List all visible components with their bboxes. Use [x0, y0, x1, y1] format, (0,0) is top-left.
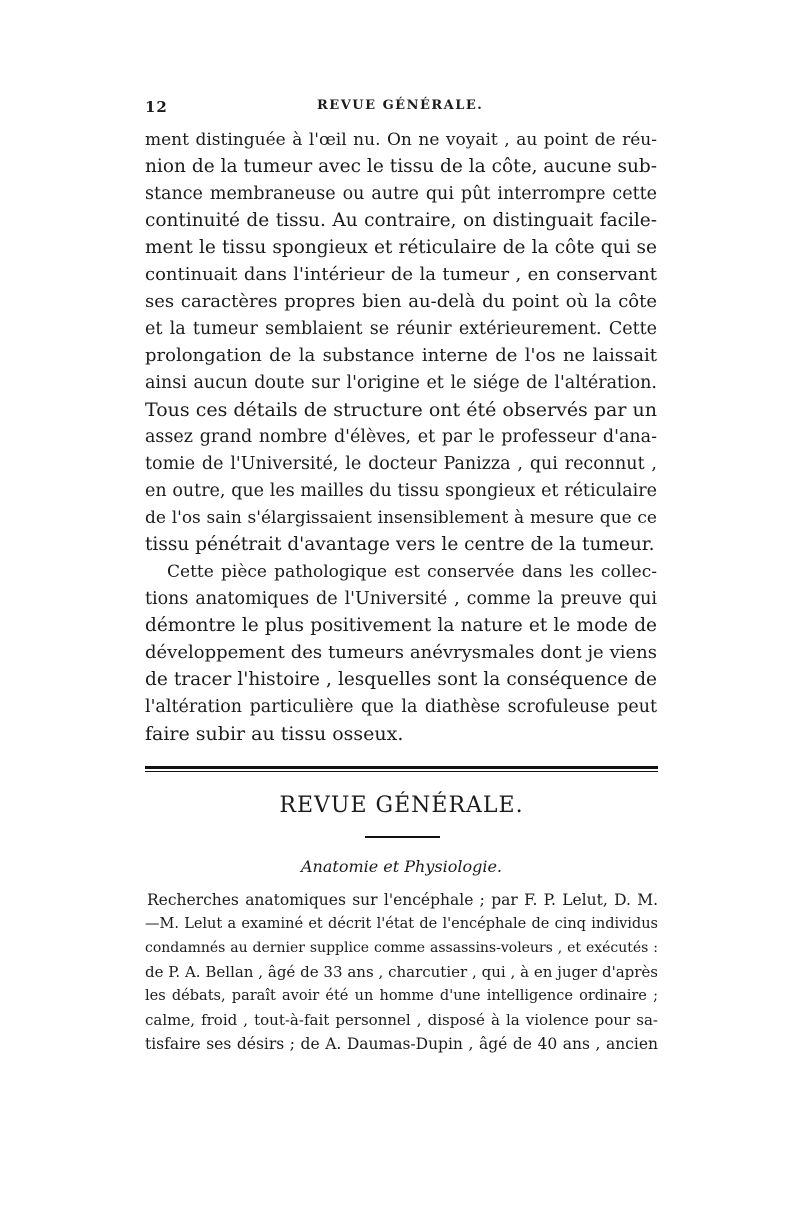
text-line: de l'os sain s'élargissaient insensiblement à mesure que ce	[145, 508, 657, 528]
text-line: Cette pièce pathologique est conservée dans les collec-	[167, 562, 657, 582]
text-line: tomie de l'Université, le docteur Panizza , qui reconnut ,	[145, 454, 657, 474]
text-line: l'altération particulière que la diathèse scrofuleuse peut	[145, 697, 657, 717]
double-rule-thick	[145, 766, 658, 769]
text-line: assez grand nombre d'élèves, et par le professeur d'ana-	[145, 427, 657, 447]
running-title: REVUE GÉNÉRALE.	[317, 98, 484, 113]
text-line: —M. Lelut a examiné et décrit l'état de l'encéphale de cinq individus	[145, 916, 658, 932]
text-line: tissu pénétrait d'avantage vers le centre de la tumeur.	[145, 534, 655, 555]
text-line: ainsi aucun doute sur l'origine et le siége de l'altération.	[145, 373, 657, 393]
text-line: continuait dans l'intérieur de la tumeur , en conservant	[145, 264, 657, 285]
text-line: tisfaire ses désirs ; de A. Daumas-Dupin , âgé de 40 ans , ancien	[145, 1035, 658, 1053]
text-line: prolongation de la substance interne de l'os ne laissait	[145, 345, 657, 366]
text-line: de P. A. Bellan , âgé de 33 ans , charcutier , qui , à en juger d'après	[145, 963, 658, 981]
text-line: condamnés au dernier supplice comme assassins-voleurs , et exécutés :	[145, 940, 658, 956]
running-head	[145, 98, 660, 122]
text-line: démontre le plus positivement la nature et le mode de	[145, 615, 657, 636]
text-line: développement des tumeurs anévrysmales dont je viens	[145, 642, 657, 663]
title-rule	[365, 836, 440, 838]
text-line: et la tumeur semblaient se réunir extérieurement. Cette	[145, 319, 657, 339]
text-line: en outre, que les mailles du tissu spongieux et réticulaire	[145, 481, 657, 501]
article-heading-line: Recherches anatomiques sur l'encéphale ; par F. P. Lelut, D. M.	[147, 891, 658, 909]
text-line: les débats, paraît avoir été un homme d'une intelligence ordinaire ;	[145, 988, 658, 1004]
text-line: de tracer l'histoire , lesquelles sont la conséquence de	[145, 669, 657, 690]
text-line: Tous ces détails de structure ont été observés par un	[145, 399, 657, 421]
text-line: faire subir au tissu osseux.	[145, 723, 404, 745]
text-line: tions anatomiques de l'Université , comme la preuve qui	[145, 589, 657, 609]
section-subheading: Anatomie et Physiologie.	[300, 857, 503, 876]
page-number: 12	[145, 98, 168, 116]
text-line: stance membraneuse ou autre qui pût interrompre cette	[145, 184, 657, 204]
text-line: ses caractères propres bien au-delà du point où la côte	[145, 291, 657, 312]
double-rule-thin	[145, 771, 658, 772]
text-line: continuité de tissu. Au contraire, on distinguait facile-	[145, 210, 657, 231]
text-line: calme, froid , tout-à-fait personnel , disposé à la violence pour sa-	[145, 1011, 658, 1029]
text-line: ment distinguée à l'œil nu. On ne voyait , au point de réu-	[145, 130, 657, 150]
text-line: ment le tissu spongieux et réticulaire de la côte qui se	[145, 237, 657, 258]
section-title: REVUE GÉNÉRALE.	[279, 793, 524, 818]
text-line: nion de la tumeur avec le tissu de la côte, aucune sub-	[145, 156, 657, 177]
